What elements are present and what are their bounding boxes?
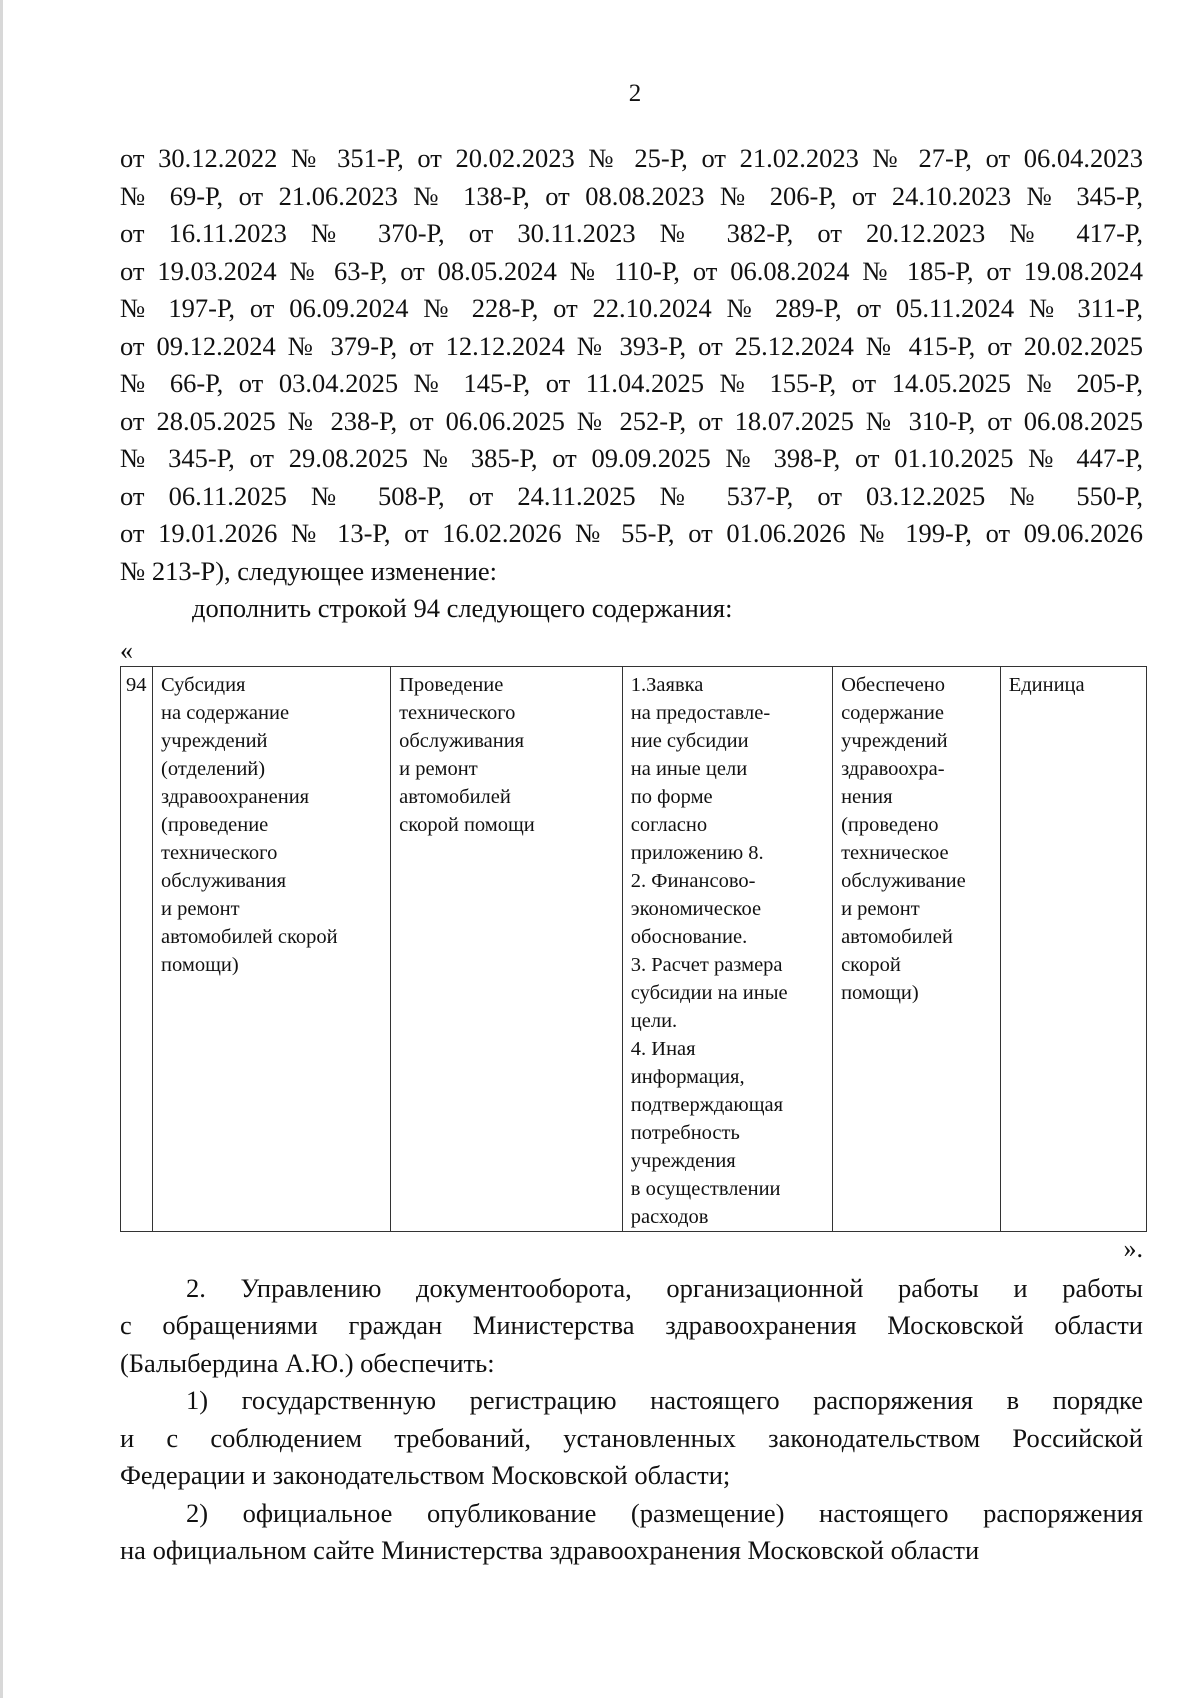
cell-text-line: здравоохра-: [841, 757, 945, 780]
cell-text-line: технического: [161, 841, 278, 864]
item-2-paragraph: [120, 1270, 1143, 1383]
cell-text-line: Обеспечено: [841, 673, 945, 696]
cell-text-line: (проведение: [161, 813, 269, 836]
cell-text-line: Проведение: [399, 673, 504, 696]
intro-lines-line: № 213-Р), следующее изменение:: [120, 555, 498, 586]
cell-text-line: и ремонт: [399, 757, 478, 780]
document-body: [120, 140, 1143, 1570]
item2-lines-line: 2. Управлению документооборота, организационной работы и работы: [186, 1272, 1143, 1303]
cell-text-line: 1.Заявка: [630, 673, 704, 696]
row-number-cell: [121, 666, 153, 1231]
sub2-lines-line: 2) официальное опубликование (размещение) настоящего распоряжения: [186, 1497, 1143, 1528]
intro-lines-line: от 09.12.2024 № 379-Р, от 12.12.2024 № 393-Р, от 25.12.2024 № 415-Р, от 20.02.2025: [120, 330, 1143, 361]
cell-text-line: техническое: [841, 841, 949, 864]
cell-text-line: автомобилей: [399, 785, 511, 808]
cell-text-line: помощи): [161, 953, 239, 976]
cell-text-line: содержание: [841, 701, 944, 724]
intro-lines-line: от 16.11.2023 № 370-Р, от 30.11.2023 № 382-Р, от 20.12.2023 № 417-Р,: [120, 218, 1143, 248]
cell-text-line: информация,: [630, 1065, 745, 1088]
documents-cell: [622, 666, 832, 1231]
cell-text-line: автомобилей: [841, 925, 953, 948]
cell-text-line: на иные цели: [630, 757, 748, 780]
cell-text-line: приложению 8.: [630, 841, 764, 864]
cell-text-line: по форме: [630, 785, 713, 808]
unit-cell: [1000, 666, 1146, 1231]
cell-text-line: подтверждающая: [630, 1093, 784, 1116]
cell-text-line: ние субсидии: [630, 729, 749, 752]
cell-text-line: и ремонт: [841, 897, 920, 920]
intro-lines-line: от 06.11.2025 № 508-Р, от 24.11.2025 № 537-Р, от 03.12.2025 № 550-Р,: [120, 480, 1143, 511]
cell-text-line: помощи): [841, 981, 919, 1004]
cell-text-line: обслуживание: [841, 869, 966, 892]
cell-text-line: учреждений: [161, 729, 268, 752]
cell-text-line: скорой: [841, 953, 901, 976]
cell-text-line: учреждений: [841, 729, 948, 752]
cell-text-line: нения: [841, 785, 893, 808]
cell-text-line: на содержание: [161, 701, 290, 724]
sub1-lines-line: 1) государственную регистрацию настоящего распоряжения в порядке: [186, 1385, 1143, 1415]
cell-text-line: Единица: [1008, 673, 1085, 696]
sub1-lines-line: и с соблюдением требований, установленных законодательством Российской: [120, 1422, 1143, 1453]
intro-lines-line: № 197-Р, от 06.09.2024 № 228-Р, от 22.10.2024 № 289-Р, от 05.11.2024 № 311-Р,: [120, 293, 1143, 323]
intro-lines-line: от 30.12.2022 № 351-Р, от 20.02.2023 № 25-Р, от 21.02.2023 № 27-Р, от 06.04.2023: [120, 143, 1143, 173]
amendment-list-paragraph: [120, 140, 1143, 590]
subitem-2-paragraph: [120, 1495, 1143, 1570]
result-cell: [833, 666, 1001, 1231]
intro-lines-line: № 345-Р, от 29.08.2025 № 385-Р, от 09.09.2025 № 398-Р, от 01.10.2025 № 447-Р,: [120, 443, 1143, 473]
intro-lines-line: № 69-Р, от 21.06.2023 № 138-Р, от 08.08.2023 № 206-Р, от 24.10.2023 № 345-Р,: [120, 180, 1143, 211]
intro-lines-line: от 28.05.2025 № 238-Р, от 06.06.2025 № 252-Р, от 18.07.2025 № 310-Р, от 06.08.2025: [120, 405, 1143, 436]
cell-text-line: (отделений): [161, 757, 266, 780]
cell-text-line: обслуживания: [399, 729, 525, 752]
intro-lines-line: № 66-Р, от 03.04.2025 № 145-Р, от 11.04.2025 № 155-Р, от 14.05.2025 № 205-Р,: [120, 368, 1143, 398]
intro-lines-line: от 19.01.2026 № 13-Р, от 16.02.2026 № 55-Р, от 01.06.2026 № 199-Р, от 09.06.2026: [120, 518, 1143, 548]
cell-text-line: 3. Расчет размера: [630, 953, 783, 976]
cell-text-line: обслуживания: [161, 869, 287, 892]
page-edge: [0, 0, 3, 1698]
cell-text-line: Субсидия: [161, 673, 246, 696]
cell-text-line: потребность: [630, 1121, 740, 1144]
cell-text-line: и ремонт: [161, 897, 240, 920]
cell-text-line: согласно: [630, 813, 708, 836]
intro-lines-line: от 19.03.2024 № 63-Р, от 08.05.2024 № 110-Р, от 06.08.2024 № 185-Р, от 19.08.2024: [120, 255, 1143, 286]
page-number: 2: [628, 80, 642, 107]
cell-text-line: субсидии на иные: [630, 981, 788, 1004]
opening-quote: «: [120, 635, 133, 665]
subitem-1-paragraph: [120, 1382, 1143, 1495]
cell-text-line: 4. Иная: [630, 1037, 696, 1060]
table-row-94: [120, 666, 1147, 1232]
sub1-lines-line: Федерации и законодательством Московской области;: [120, 1460, 731, 1490]
cell-text-line: технического: [399, 701, 516, 724]
cell-text-line: цели.: [630, 1009, 678, 1032]
row-number: 94: [126, 673, 147, 696]
cell-text-line: на предоставле-: [630, 701, 771, 724]
cell-text-line: расходов: [630, 1205, 709, 1228]
sub2-lines-line: на официальном сайте Министерства здравоохранения Московской области: [120, 1535, 980, 1565]
cell-text-line: экономическое: [630, 897, 762, 920]
cell-text-line: 2. Финансово-: [630, 869, 756, 892]
cell-text-line: автомобилей скорой: [161, 925, 338, 948]
cell-text-line: скорой помощи: [399, 813, 535, 836]
subsidy-name-cell: [153, 666, 391, 1231]
item2-lines-line: (Балыбердина А.Ю.) обеспечить:: [120, 1347, 495, 1378]
supplement-instruction: дополнить строкой 94 следующего содержания:: [192, 593, 733, 623]
purpose-cell: [391, 666, 623, 1231]
closing-quote: ».: [1123, 1233, 1143, 1263]
item2-lines-line: с обращениями граждан Министерства здравоохранения Московской области: [120, 1310, 1143, 1340]
cell-text-line: (проведено: [841, 813, 939, 836]
cell-text-line: обоснование.: [630, 925, 748, 948]
cell-text-line: в осуществлении: [630, 1177, 781, 1200]
cell-text-line: здравоохранения: [161, 785, 310, 808]
cell-text-line: учреждения: [630, 1149, 736, 1172]
